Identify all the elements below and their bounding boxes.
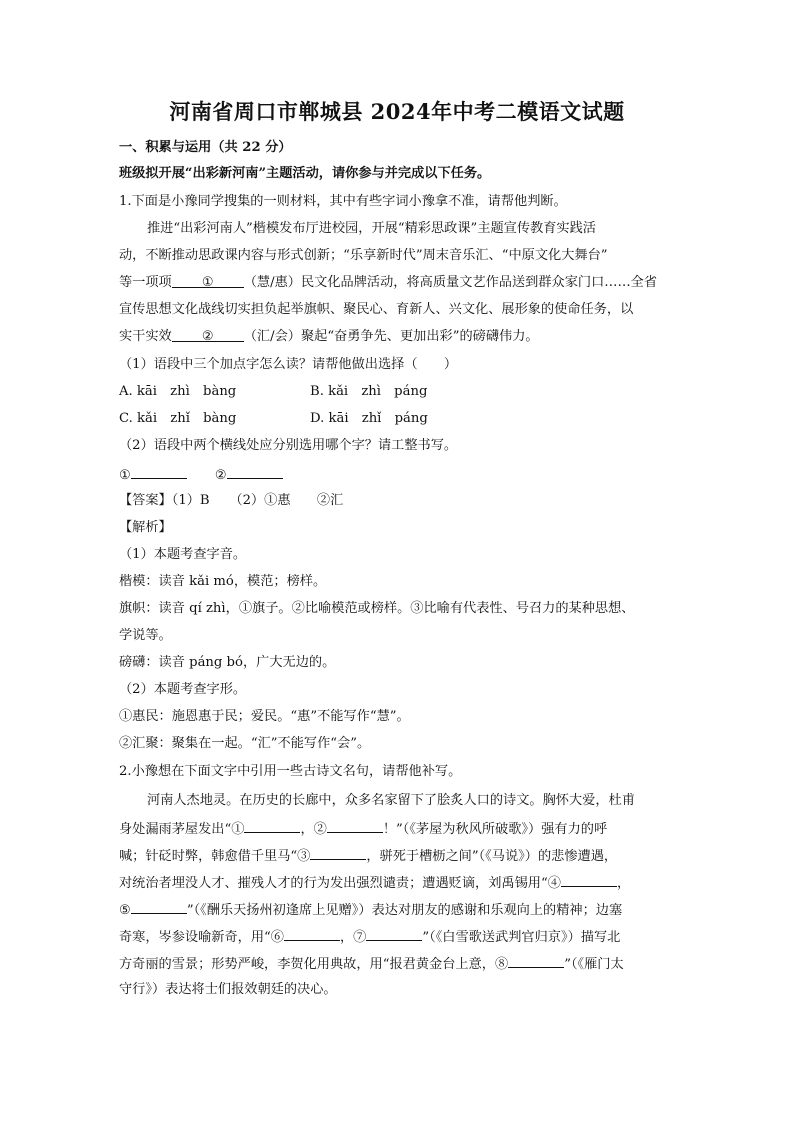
passage-text: ”（《白雪歌送武判官归京》）描写北	[422, 930, 621, 945]
blank-marker: ②	[201, 329, 214, 344]
task-intro: 班级拟开展“出彩新河南”主题活动，请你参与并完成以下任务。	[119, 166, 491, 181]
passage-line: 河南人杰地灵。在历史的长廊中，众多名家留下了脍炙人口的诗文。胸怀大爱，杜甫	[147, 793, 635, 808]
passage-text: ！”（《茅屋为秋风所破歌》）强有力的呼	[382, 822, 608, 837]
passage-text: 等一项项	[119, 275, 172, 290]
analysis-line: 楷模：读音 kǎi mó，模范；榜样。	[119, 574, 327, 589]
poem-blank-3	[310, 846, 366, 860]
passage-line	[119, 927, 620, 947]
poem-blank-5	[131, 900, 187, 914]
passage-line	[119, 819, 607, 839]
analysis-line: ②汇聚：聚集在一起。“汇”不能写作“会”。	[119, 736, 371, 751]
poem-blank-8	[508, 954, 564, 968]
sub-question-1: （1）语段中三个加点字怎么读？请帮他做出选择（ ）	[119, 357, 458, 372]
passage-text: ，骈死于槽枥之间”（《马说》）的悲惨遭遇，	[366, 849, 618, 864]
passage-line	[119, 328, 539, 346]
poem-blank-2	[327, 819, 383, 833]
blank-1	[172, 274, 244, 288]
sub-question-2: （2）语段中两个横线处应分别选用哪个字？请工整书写。	[119, 438, 458, 453]
question-1-stem: 1.下面是小豫同学搜集的一则材料，其中有些字词小豫拿不准，请帮他判断。	[119, 194, 567, 209]
passage-text: （慧/惠）民文化品牌活动，将高质量文艺作品送到群众家门口……全省	[243, 275, 658, 290]
passage-text: 喊；针砭时弊，韩愈借千里马“③	[119, 849, 311, 864]
answer-blanks	[119, 465, 283, 485]
answer-blank-1-label: ①	[119, 468, 131, 483]
analysis-line: （2）本题考查字形。	[119, 682, 247, 697]
option-b: B. kǎi zhì páng	[310, 384, 428, 399]
passage-line: 守行》）表达将士们报效朝廷的决心。	[119, 982, 337, 997]
passage-line	[119, 900, 622, 920]
option-c: C. kǎi zhǐ bàng	[119, 411, 237, 426]
passage-text: ，⑦	[340, 930, 367, 945]
analysis-line: 磅礴：读音 páng bó，广大无边的。	[119, 655, 336, 670]
blank-2	[172, 328, 244, 342]
passage-text: ，②	[300, 822, 327, 837]
analysis-line: （1）本题考查字音。	[119, 547, 247, 562]
passage-line	[119, 274, 657, 292]
blank-marker: ①	[201, 275, 214, 290]
answer-blank-1	[131, 465, 187, 479]
analysis-label: 【解析】	[119, 520, 172, 535]
passage-text: ”（《雁门太	[564, 957, 624, 972]
passage-text: 方奇丽的雪景；形势严峻，李贺化用典故，用“报君黄金台上意，⑧	[119, 957, 509, 972]
section-heading: 一、积累与运用（共 22 分）	[119, 140, 292, 155]
analysis-line: 旗帜：读音 qí zhì，①旗子。②比喻模范或榜样。③比喻有代表性、号召力的某种思想、	[119, 601, 635, 616]
question-2-stem: 2.小豫想在下面文字中引用一些古诗文名句，请帮他补写。	[119, 764, 462, 779]
poem-blank-1	[244, 819, 300, 833]
passage-text: ，	[616, 876, 631, 891]
passage-text: 身处漏雨茅屋发出“①	[119, 822, 245, 837]
passage-text: 实干实效	[119, 329, 172, 344]
passage-text: ”（《酬乐天扬州初逢席上见赠》）表达对朋友的感谢和乐观向上的精神；边塞	[186, 903, 623, 918]
option-a: A. kāi zhì bàng	[119, 384, 237, 399]
passage-text: ⑤	[119, 903, 131, 918]
answer-blank-2	[227, 465, 283, 479]
poem-blank-4	[561, 873, 617, 887]
document-title: 河南省周口市郸城县 2024年中考二模语文试题	[169, 99, 625, 124]
answer: 【答案】（1）B （2）①惠 ②汇	[119, 493, 344, 508]
poem-blank-7	[366, 927, 422, 941]
analysis-line: ①惠民：施恩惠于民；爱民。“惠”不能写作“慧”。	[119, 709, 410, 724]
passage-text: 奇寒，岑参设喻新奇，用“⑥	[119, 930, 284, 945]
passage-line: 宣传思想文化战线切实担负起举旗帜、聚民心、育新人、兴文化、展形象的使命任务，以	[119, 302, 634, 317]
passage-line: 推进“出彩河南人”楷模发布厅进校园，开展“精彩思政课”主题宣传教育实践活	[147, 221, 596, 236]
passage-text: （汇/会）聚起“奋勇争先、更加出彩”的磅礴伟力。	[243, 329, 539, 344]
option-d: D. kāi zhǐ páng	[310, 411, 428, 426]
passage-line	[119, 954, 624, 974]
poem-blank-6	[284, 927, 340, 941]
answer-blank-2-label: ②	[214, 468, 227, 483]
analysis-line: 学说等。	[119, 628, 172, 643]
passage-text: 对统治者埋没人才、摧残人才的行为发出强烈谴责；遭遇贬谪，刘禹锡用“④	[119, 876, 561, 891]
passage-line	[119, 846, 617, 866]
passage-line	[119, 873, 630, 893]
passage-line: 动，不断推动思政课内容与形式创新；“乐享新时代”周末音乐汇、“中原文化大舞台”	[119, 248, 608, 263]
